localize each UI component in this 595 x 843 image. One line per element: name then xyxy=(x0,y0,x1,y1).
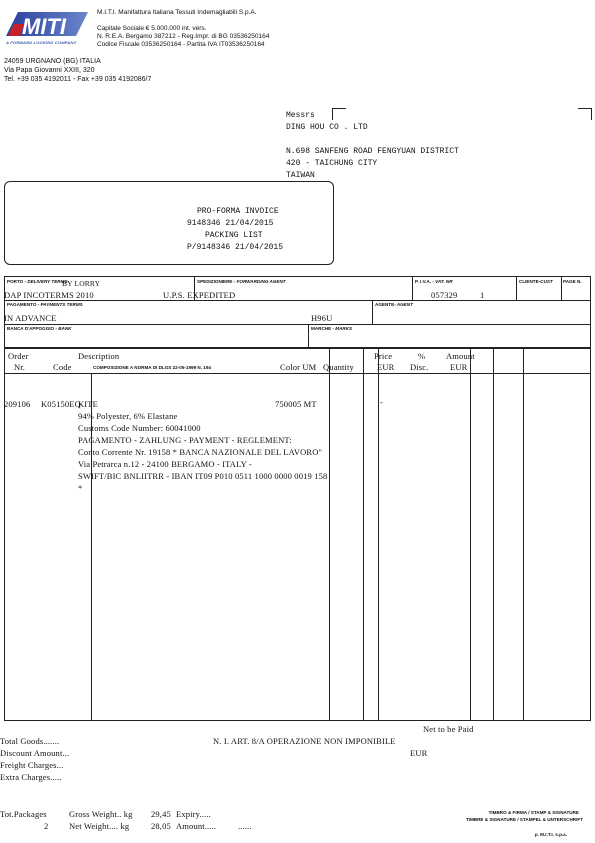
tot-packages-value: 2 xyxy=(44,821,49,831)
page-value: 1 xyxy=(480,290,485,300)
total-currency: EUR xyxy=(410,748,428,758)
col-line xyxy=(378,348,379,721)
company-phone: Tel. +39 035 4192011 - Fax +39 035 4192086/7 xyxy=(4,76,152,83)
label-marks: MARCHE - MARKS xyxy=(311,326,353,331)
label-forwarding-agent: SPEDIZIONIERE - FORWARDING AGENT xyxy=(197,279,286,284)
label-delivery-terms: PORTO - DELIVERY TERMS xyxy=(7,279,68,284)
document-title-box xyxy=(4,181,334,265)
customer-value: 057329 xyxy=(431,290,458,300)
grid-line xyxy=(412,276,413,300)
delivery-terms-value: DAP INCOTERMS 2010 xyxy=(4,290,94,300)
document-number-date: 9148346 21/04/2015 xyxy=(187,219,274,228)
recipient-address-line2: 420 - TAICHUNG CITY xyxy=(286,159,378,168)
logo-tagline: A FORWARD LOOKING COMPANY xyxy=(6,40,77,45)
col-header-description: Description xyxy=(78,351,120,361)
document-title: PRO-FORMA INVOICE xyxy=(197,207,279,216)
item-order: 209106 xyxy=(4,399,31,409)
amount-label: Amount..... xyxy=(176,821,217,831)
label-bank: BANCA D'APPOGGIO - BANK xyxy=(7,326,72,331)
net-weight-value: 28,05 xyxy=(151,821,171,831)
grid-line xyxy=(372,300,373,324)
forwarding-agent-value: U.P.S. EXPEDITED xyxy=(163,290,236,300)
item-name: KITE xyxy=(78,399,98,409)
recipient-address-line1: N.698 SANFENG ROAD FENGYUAN DISTRICT xyxy=(286,147,459,156)
corner-mark-left xyxy=(332,108,346,109)
label-customer: CLIENTE-CUST xyxy=(519,279,553,284)
col-line xyxy=(363,348,364,721)
item-line: PAGAMENTO - ZAHLUNG - PAYMENT - REGLEMENT: xyxy=(78,435,292,445)
delivery-extra: BY LORRY xyxy=(62,279,101,288)
svg-text:MITI: MITI xyxy=(22,14,66,39)
expiry-label: Expiry..... xyxy=(176,809,211,819)
corner-mark-right-v xyxy=(591,108,592,120)
stamp-signature-line2: TIMBRE & SIGNATURE / STAMPEL & UNTERSCHRIFT xyxy=(465,817,583,822)
col-line xyxy=(470,348,471,721)
company-name: M.I.T.I. Manifattura Italiana Tessuti Indemagliabili S.p.A. xyxy=(97,9,257,16)
company-address-line2: Via Papa Giovanni XXIII, 320 xyxy=(4,67,95,74)
company-capital: Capitale Sociale € 5.000.000 int. vers. xyxy=(97,25,207,32)
item-code: K05150EQ xyxy=(41,399,81,409)
packing-list-title: PACKING LIST xyxy=(205,231,263,240)
col-header-nr: Nr. xyxy=(14,362,26,372)
net-weight-label: Net Weight.... kg xyxy=(69,821,130,831)
company-logo xyxy=(4,6,90,48)
amount-value: ...... xyxy=(238,821,252,831)
extra-charges: Extra Charges..... xyxy=(0,772,62,782)
agent-code-value: H96U xyxy=(311,313,333,323)
recipient-label: Messrs xyxy=(286,111,315,120)
stamp-signature-line1: TIMBRO & FIRMA / STAMP & SIGNATURE xyxy=(488,810,579,815)
corner-mark-right xyxy=(578,108,592,109)
label-vat-nr: P. I.V.A. - VAT. NR xyxy=(415,279,453,284)
gross-weight-label: Gross Weight.. kg xyxy=(69,809,133,819)
net-to-be-paid: Net to be Paid xyxy=(423,724,474,734)
label-payment-terms: PAGAMENTO - PAYMENTS TERMS xyxy=(7,302,83,307)
discount-amount: Discount Amount... xyxy=(0,748,70,758)
recipient-address-line3: TAIWAN xyxy=(286,171,315,180)
col-header-percent: % xyxy=(418,351,426,361)
grid-line xyxy=(516,276,517,300)
grid-line xyxy=(561,276,562,300)
item-color-um: 750005 MT xyxy=(275,399,317,409)
payment-terms-value: IN ADVANCE xyxy=(4,313,57,323)
item-line: Customs Code Number: 60041000 xyxy=(78,423,201,433)
item-line: SWIFT/BIC BNLIITRR - IBAN IT09 P010 0511 1000 0000 0019 158 xyxy=(78,471,328,481)
col-header-composition: COMPOSIZIONE A NORMA DI DLGS 22-05-1999 N. 194 xyxy=(93,365,211,370)
item-line: * xyxy=(78,483,83,493)
tot-packages-label: Tot.Packages xyxy=(0,809,47,819)
company-tax: Codice Fiscale 03536250164 - Partita IVA IT03536250164 xyxy=(97,41,265,48)
gross-weight-value: 29,45 xyxy=(151,809,171,819)
company-address-line1: 24059 URGNANO (BG) ITALIA xyxy=(4,58,101,65)
label-agent: AGENTE- AGENT xyxy=(375,302,413,307)
item-line: 94% Polyester, 6% Elastane xyxy=(78,411,178,421)
label-page: PAGE N. xyxy=(563,279,582,284)
col-line xyxy=(523,348,524,721)
col-header-price-currency: EUR xyxy=(377,362,395,372)
vat-note: N. I. ART. 8/A OPERAZIONE NON IMPONIBILE xyxy=(213,736,396,746)
col-header-code: Code xyxy=(53,362,72,372)
col-header-amount-currency: EUR xyxy=(450,362,468,372)
stamp-signature-company: p. M.I.T.I. s.p.a. xyxy=(534,832,567,837)
item-line: Via Petrarca n.12 - 24100 BERGAMO - ITALY - xyxy=(78,459,252,469)
freight-charges: Freight Charges... xyxy=(0,760,64,770)
item-line: Conto Corrente Nr. 19158 * BANCA NAZIONALE DEL LAVORO" xyxy=(78,447,323,457)
recipient-name: DING HOU CO . LTD xyxy=(286,123,368,132)
col-header-quantity: Quantity xyxy=(323,362,354,372)
col-header-price: Price xyxy=(374,351,393,361)
company-rea: N. R.E.A. Bergamo 387212 - Reg.Impr. di BG 03536250164 xyxy=(97,33,270,40)
grid-line xyxy=(308,324,309,348)
item-price-mark: - xyxy=(380,397,383,407)
total-goods: Total Goods....... xyxy=(0,736,60,746)
col-header-color-um: Color UM xyxy=(280,362,317,372)
packing-list-ref: P/9148346 21/04/2015 xyxy=(187,243,284,252)
grid-line xyxy=(4,324,591,325)
col-header-discount: Disc. xyxy=(410,362,429,372)
col-line xyxy=(493,348,494,721)
col-header-order: Order xyxy=(8,351,29,361)
col-line xyxy=(329,348,330,721)
col-header-amount: Amount xyxy=(446,351,475,361)
corner-mark-left-v xyxy=(332,108,333,120)
